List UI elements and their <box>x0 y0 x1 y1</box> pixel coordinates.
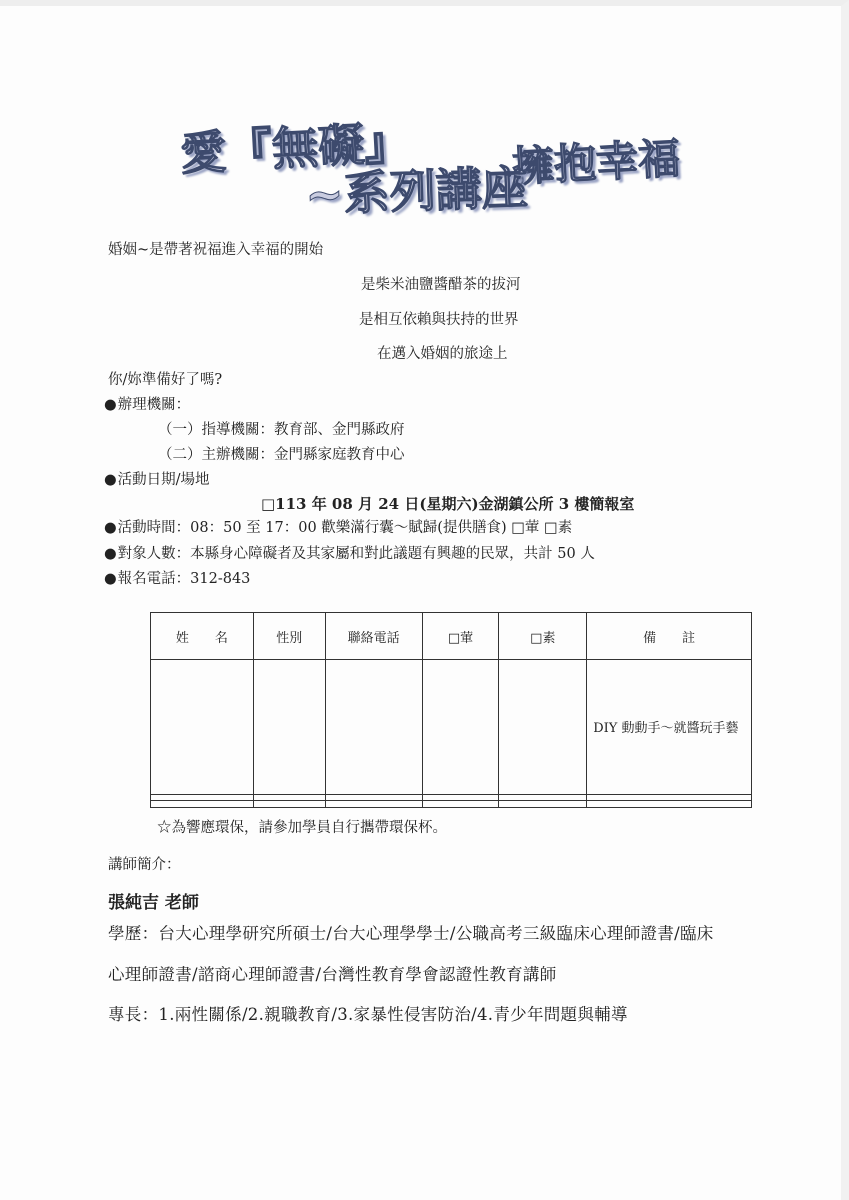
cell-gender[interactable] <box>253 801 325 808</box>
speaker-name: 張純吉 老師 <box>108 893 199 913</box>
title-line1-part1: 愛『無礙』 <box>178 115 412 181</box>
table-row <box>151 801 752 808</box>
table-row <box>151 660 752 795</box>
cell-veg[interactable] <box>499 801 587 808</box>
cell-phone[interactable] <box>325 801 422 808</box>
cell-name[interactable] <box>151 794 254 801</box>
intro-line2: 是柴米油鹽醬醋茶的拔河 <box>361 277 521 293</box>
cell-name[interactable] <box>151 660 254 795</box>
speaker-expertise: 專長：1.兩性關係/2.親職教育/3.家暴性侵害防治/4.青少年問題與輔導 <box>108 1005 628 1024</box>
registration-table <box>150 612 752 808</box>
intro-line1: 婚姻~是帶著祝福進入幸福的開始 <box>108 242 324 258</box>
speaker-education-1: 學歷：台大心理學研究所碩士/台大心理學學士/公職高考三級臨床心理師證書/臨床 <box>108 924 714 943</box>
cell-gender[interactable] <box>253 794 325 801</box>
header-gender: 性別 <box>253 613 325 660</box>
title-line2: ~系列講座 <box>304 160 529 222</box>
table-header-row <box>151 613 752 660</box>
cell-notes[interactable] <box>587 794 752 801</box>
cell-phone[interactable] <box>325 794 422 801</box>
event-phone: ● 報名電話：312-843 <box>104 571 250 588</box>
speaker-heading: 講師簡介： <box>108 857 181 873</box>
cell-gender[interactable] <box>253 660 325 795</box>
event-date-heading: ● 活動日期/場地 <box>104 472 210 489</box>
intro-line3: 是相互依賴與扶持的世界 <box>359 312 519 328</box>
cell-notes[interactable]: DIY 動動手～就醬玩手藝 <box>587 660 752 795</box>
cell-veg[interactable] <box>499 660 587 795</box>
intro-line4: 在邁入婚姻的旅途上 <box>377 346 508 362</box>
cell-phone[interactable] <box>325 660 422 795</box>
organizers-heading: ● 辦理機關： <box>104 397 190 414</box>
intro-line5: 你/妳準備好了嗎? <box>108 372 223 388</box>
table-row <box>151 794 752 801</box>
eco-note: ☆為響應環保，請參加學員自行攜帶環保杯。 <box>157 820 447 836</box>
event-date-venue: □113 年 08 月 24 日(星期六)金湖鎮公所 3 樓簡報室 <box>261 495 635 513</box>
event-audience: ● 對象人數：本縣身心障礙者及其家屬和對此議題有興趣的民眾，共計 50 人 <box>104 546 595 563</box>
organizers-guide: （一）指導機關：教育部、金門縣政府 <box>158 422 405 438</box>
organizers-host: （二）主辦機關：金門縣家庭教育中心 <box>158 447 405 463</box>
cell-meat[interactable] <box>422 801 499 808</box>
header-veg: □素 <box>499 613 587 660</box>
header-phone: 聯絡電話 <box>325 613 422 660</box>
cell-veg[interactable] <box>499 794 587 801</box>
cell-meat[interactable] <box>422 660 499 795</box>
cell-name[interactable] <box>151 801 254 808</box>
cell-meat[interactable] <box>422 794 499 801</box>
header-name: 姓 名 <box>151 613 254 660</box>
cell-notes[interactable] <box>587 801 752 808</box>
speaker-education-2: 心理師證書/諮商心理師證書/台灣性教育學會認證性教育講師 <box>108 965 557 984</box>
event-time: ● 活動時間：08：50 至 17：00 歡樂滿行囊～賦歸(提供膳食) □葷 □素 <box>104 520 572 537</box>
title-line1-part2: 擁抱幸福 <box>510 133 682 192</box>
header-notes: 備 註 <box>587 613 752 660</box>
header-meat: □葷 <box>422 613 499 660</box>
